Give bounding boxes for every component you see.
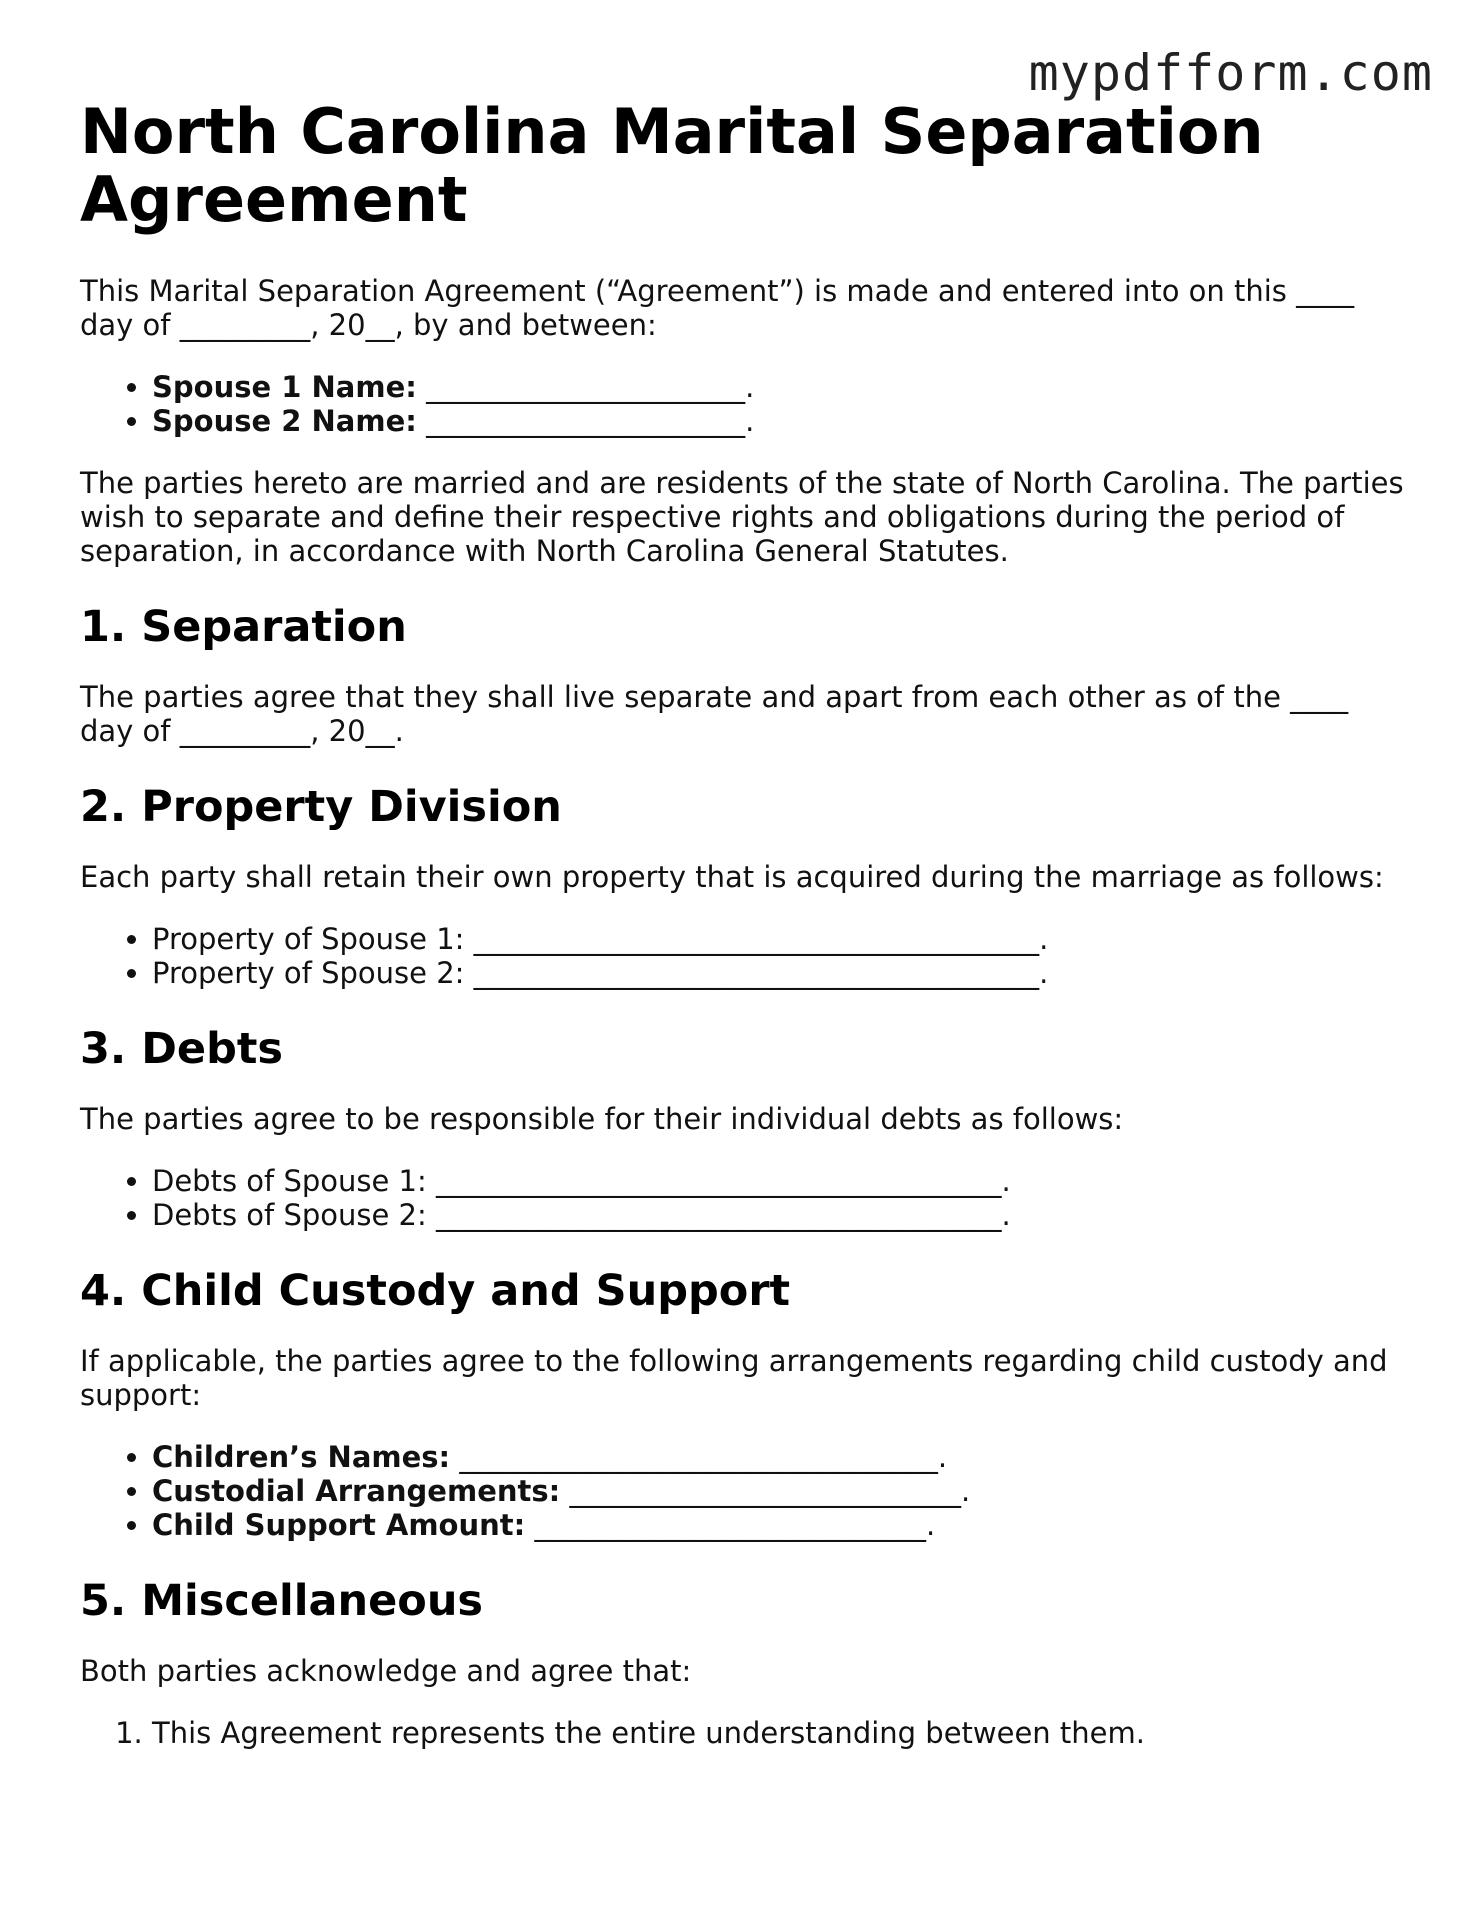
children-names-blank: _________________________________.: [459, 1440, 948, 1474]
list-item: [152, 370, 1410, 404]
children-names-label: Children’s Names:: [152, 1440, 451, 1474]
custodial-arrangements-blank: ___________________________.: [569, 1474, 971, 1508]
debts-list: [80, 1164, 1410, 1232]
site-watermark: mypdfform.com: [1028, 44, 1433, 102]
misc-paragraph: Both parties acknowledge and agree that:: [80, 1654, 692, 1688]
spouse-1-label: Spouse 1 Name:: [152, 370, 417, 404]
list-item: • Debts of Spouse 2: _______________________________________.: [152, 1198, 1410, 1232]
custodial-arrangements-label: Custodial Arrangements:: [152, 1474, 561, 1508]
spouse-1-blank: ______________________.: [426, 370, 755, 404]
child-support-amount-label: Child Support Amount:: [152, 1508, 526, 1542]
debts-paragraph: The parties agree to be responsible for their individual debts as follows:: [80, 1102, 1124, 1136]
document-title: North Carolina Marital Separation Agreement: [80, 95, 1264, 236]
section-heading-misc: 5. Miscellaneous: [80, 1576, 484, 1626]
list-item: • Property of Spouse 2: _______________________________________.: [152, 956, 1410, 990]
spouse-2-blank: ______________________.: [426, 404, 755, 438]
child-support-amount-blank: ___________________________.: [534, 1508, 936, 1542]
recital-paragraph: The parties hereto are married and are residents of the state of North Carolina. The parties wish to separate and define their respective rights and obligations during the period of separation, in accordance with North Carolina General Statutes.: [80, 466, 1404, 568]
section-heading-property: 2. Property Division: [80, 782, 562, 832]
intro-paragraph: This Marital Separation Agreement (“Agreement”) is made and entered into on this ____ day of _________, 20__, by and between:: [80, 274, 1355, 342]
list-item: [152, 1474, 1410, 1508]
list-item: [152, 1440, 1410, 1474]
property-paragraph: Each party shall retain their own property that is acquired during the marriage as follows:: [80, 860, 1384, 894]
list-item: 1. This Agreement represents the entire understanding between them.: [152, 1716, 1410, 1750]
custody-list: [80, 1440, 1410, 1542]
section-heading-separation: 1. Separation: [80, 602, 407, 652]
list-item: [152, 1508, 1410, 1542]
document-page: [80, 95, 1410, 1778]
section-heading-debts: 3. Debts: [80, 1024, 284, 1074]
section-heading-custody: 4. Child Custody and Support: [80, 1266, 791, 1316]
spouse-2-label: Spouse 2 Name:: [152, 404, 417, 438]
list-item: • Property of Spouse 1: _______________________________________.: [152, 922, 1410, 956]
list-item: [152, 404, 1410, 438]
list-item: • Debts of Spouse 1: _______________________________________.: [152, 1164, 1410, 1198]
property-list: [80, 922, 1410, 990]
misc-list: [80, 1716, 1410, 1750]
separation-paragraph: The parties agree that they shall live separate and apart from each other as of the ____ day of _________, 20__.: [80, 680, 1349, 748]
custody-paragraph: If applicable, the parties agree to the following arrangements regarding child custody and support:: [80, 1344, 1388, 1412]
parties-list: [80, 370, 1410, 438]
